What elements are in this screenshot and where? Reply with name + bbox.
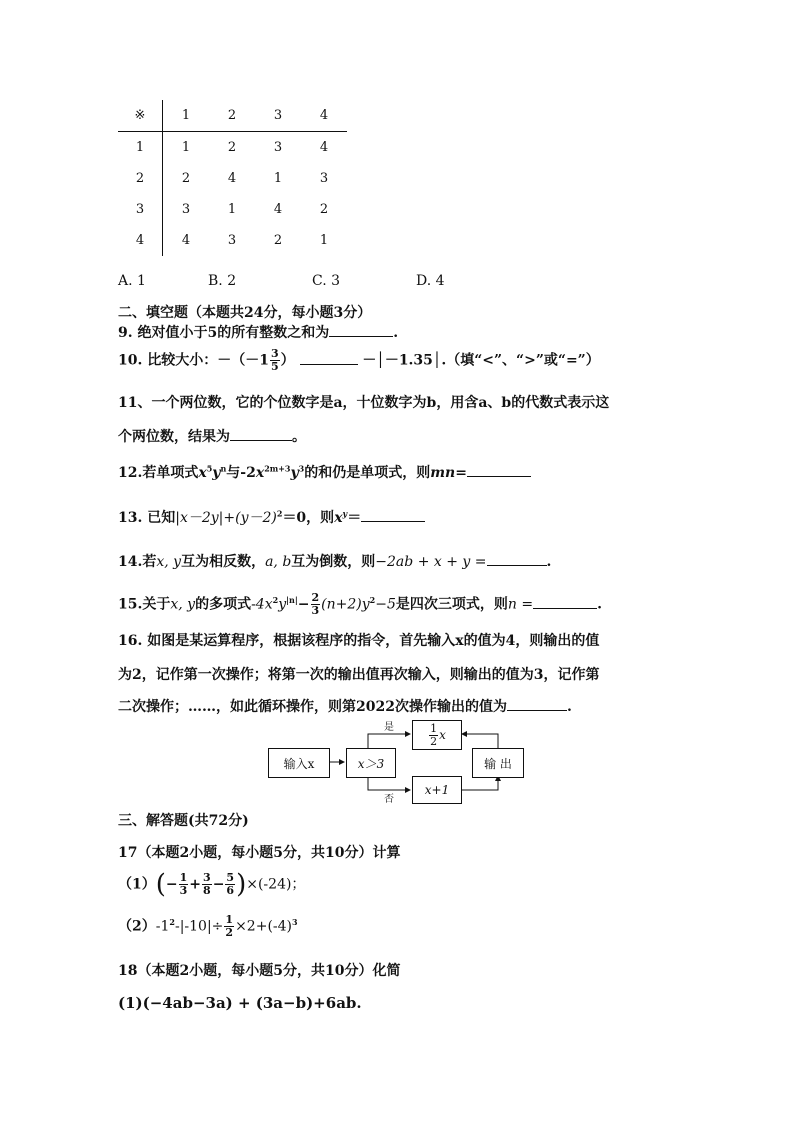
expression: |x－2y|+(y－2) bbox=[175, 510, 277, 526]
flow-no-label: 否 bbox=[384, 794, 394, 805]
question-18-title: 18（本题2小题，每小题5分，共10分）化简 bbox=[118, 963, 401, 979]
exponent: 2 bbox=[276, 508, 283, 519]
question-12-prefix: 12.若单项式 bbox=[118, 465, 199, 481]
variable: a, b bbox=[265, 554, 292, 570]
fraction-numerator: 1 bbox=[430, 721, 438, 735]
question-10 bbox=[118, 348, 600, 373]
term: -1 bbox=[155, 918, 170, 935]
table-cell: 3 bbox=[273, 140, 283, 155]
question-17-part-2 bbox=[118, 914, 298, 939]
table-cell: 3 bbox=[227, 233, 237, 248]
answer-blank bbox=[230, 428, 292, 441]
question-16-line-3: 二次操作；……，如此循环操作，则第2022次操作输出的值为 . bbox=[118, 699, 572, 715]
exponent: y bbox=[342, 508, 348, 519]
fraction-numerator: 3 bbox=[270, 347, 279, 360]
question-10-suffix: －│－1.35│.（填“<”、“>”或“=”） bbox=[362, 352, 600, 369]
variable: x bbox=[255, 465, 265, 481]
equals: ＝ bbox=[347, 510, 362, 526]
question-12-suffix: 的和仍是单项式，则 bbox=[304, 465, 431, 481]
fraction bbox=[179, 872, 189, 897]
part-label: （2） bbox=[118, 918, 156, 935]
fraction-numerator: 1 bbox=[179, 871, 188, 884]
table-cell: 2 bbox=[227, 140, 237, 155]
question-13 bbox=[118, 507, 425, 527]
table-row bbox=[118, 132, 347, 164]
fraction bbox=[270, 348, 280, 373]
expression-tail: ×(-24)； bbox=[246, 876, 306, 893]
question-17-part-1: （1）(− $\frac{1}{3}$ + $\frac{3}{8}$ − $\frac{5}{6}$ )×(-24)； bbox=[118, 869, 306, 900]
table-row bbox=[118, 225, 347, 256]
exponent: |n| bbox=[286, 594, 298, 605]
question-11-line-1: 11、一个两位数，它的个位数字是a，十位数字为b，用含a、b的代数式表示这 bbox=[118, 395, 610, 411]
question-17-title: 17（本题2小题，每小题5分，共10分）计算 bbox=[118, 845, 401, 861]
question-13-mid: ＝0，则 bbox=[282, 510, 335, 526]
table-row bbox=[118, 194, 347, 225]
table-row bbox=[118, 163, 347, 194]
question-18-part-1: (1)(−4ab−3a) + (3a−b)+6ab. bbox=[118, 994, 362, 1012]
question-15-text: 是四次三项式，则 bbox=[395, 596, 508, 613]
flow-plus-box: x+1 bbox=[412, 776, 462, 804]
table-cell: 1 bbox=[273, 171, 283, 186]
exponent: 2 bbox=[369, 594, 376, 605]
table-cell: 2 bbox=[118, 163, 163, 194]
flow-input-box: 输入x bbox=[268, 748, 330, 778]
table-cell: 1 bbox=[227, 202, 237, 217]
table-cell: 1 bbox=[181, 140, 191, 155]
term: -|-10|÷ bbox=[174, 918, 224, 935]
exponent: 2 bbox=[272, 594, 279, 605]
table-header-cell: 4 bbox=[301, 100, 347, 132]
equals: = bbox=[455, 465, 467, 481]
exponent: 2 bbox=[169, 916, 175, 927]
flow-condition-box: x＞3 bbox=[346, 748, 396, 778]
variable: y bbox=[212, 465, 221, 481]
answer-blank bbox=[300, 352, 358, 365]
variable: x, y bbox=[156, 554, 182, 570]
question-13-prefix: 13. 已知 bbox=[118, 510, 176, 526]
fraction bbox=[224, 914, 234, 939]
variable: x bbox=[439, 728, 446, 742]
section-title-solutions: 三、解答题(共72分) bbox=[118, 813, 249, 829]
minus: − bbox=[297, 596, 310, 613]
table-cell: 4 bbox=[118, 225, 163, 256]
question-12 bbox=[118, 462, 531, 482]
question-11-line-2: 个两位数，结果为 。 bbox=[118, 429, 306, 445]
table-cell: 2 bbox=[273, 233, 283, 248]
table-header-cell: 2 bbox=[209, 100, 255, 132]
exponent: 2m+3 bbox=[264, 463, 291, 474]
paren: ( bbox=[155, 869, 166, 900]
arrow-output-loop bbox=[462, 734, 498, 748]
variable: x bbox=[198, 465, 207, 481]
question-16-line-1: 16. 如图是某运算程序，根据该程序的指令，首先输入x的值为4，则输出的值 bbox=[118, 633, 600, 649]
paren: ) bbox=[236, 869, 247, 900]
option-d: D. 4 bbox=[416, 273, 445, 289]
arrow-plus-to-output bbox=[460, 776, 498, 790]
arrow-no-branch bbox=[368, 776, 410, 790]
question-14-text: 互为相反数， bbox=[181, 554, 266, 570]
operation-flowchart bbox=[268, 720, 528, 805]
fraction-denominator: 5 bbox=[270, 360, 279, 373]
period: . bbox=[546, 554, 552, 570]
arrow-yes-branch bbox=[368, 734, 410, 748]
answer-blank bbox=[487, 553, 547, 566]
term: ×2+(-4) bbox=[235, 918, 293, 935]
table-cell: 3 bbox=[181, 202, 191, 217]
question-14 bbox=[118, 551, 551, 571]
fraction-denominator: 2 bbox=[225, 926, 234, 939]
table-header-cell: 1 bbox=[163, 100, 210, 132]
table-cell: 4 bbox=[319, 140, 329, 155]
flow-yes-label: 是 bbox=[384, 722, 394, 733]
answer-blank bbox=[507, 698, 567, 711]
term: (n+2)y bbox=[321, 596, 370, 613]
exponent: 3 bbox=[298, 463, 305, 474]
table-header-cell: ※ bbox=[118, 100, 163, 132]
variable: mn bbox=[430, 465, 456, 481]
question-14-text: 互为倒数，则 bbox=[291, 554, 376, 570]
fraction-numerator: 1 bbox=[225, 913, 234, 926]
variable: x bbox=[334, 510, 343, 526]
fraction-numerator: 2 bbox=[311, 591, 320, 604]
question-16-text: 二次操作；……，如此循环操作，则第2022次操作输出的值为 bbox=[118, 699, 507, 715]
table-cell: 3 bbox=[118, 194, 163, 225]
exponent: 5 bbox=[206, 463, 213, 474]
table-cell: 1 bbox=[118, 132, 163, 164]
fraction-denominator: 3 bbox=[311, 604, 320, 617]
table-cell: 3 bbox=[319, 171, 329, 186]
table-cell: 4 bbox=[181, 233, 191, 248]
answer-blank bbox=[533, 596, 597, 609]
fraction-denominator: 6 bbox=[226, 884, 235, 897]
exponent: n bbox=[220, 463, 227, 474]
period: . bbox=[597, 596, 602, 613]
answer-blank bbox=[329, 324, 393, 337]
expression: −2ab + x + y = bbox=[375, 554, 487, 570]
question-15 bbox=[118, 592, 602, 617]
question-15-prefix: 15.关于 bbox=[118, 596, 171, 613]
question-11-text: 个两位数，结果为 bbox=[118, 429, 230, 445]
variable: y bbox=[290, 465, 299, 481]
question-9: 9. 绝对值小于5的所有整数之和为 . bbox=[118, 325, 399, 341]
question-14-prefix: 14.若 bbox=[118, 554, 157, 570]
table-cell: 1 bbox=[319, 233, 329, 248]
fraction-numerator: 3 bbox=[203, 871, 211, 884]
exponent: 3 bbox=[292, 916, 298, 927]
table-cell: 2 bbox=[181, 171, 191, 186]
operation-table bbox=[118, 100, 347, 256]
fraction bbox=[225, 872, 235, 897]
part-label: （1） bbox=[118, 876, 156, 893]
variable: y bbox=[278, 596, 287, 613]
variable: n = bbox=[507, 596, 534, 613]
table-cell: 2 bbox=[319, 202, 329, 217]
question-16-line-2: 为2，记作第一次操作；将第一次的输出值再次输入，则输出的值为3，记作第 bbox=[118, 667, 600, 683]
fraction-denominator: 2 bbox=[430, 734, 438, 748]
fraction bbox=[429, 723, 438, 748]
table-cell: 4 bbox=[227, 171, 237, 186]
fraction-denominator: 3 bbox=[179, 884, 188, 897]
fraction bbox=[202, 872, 212, 897]
fraction-denominator: 8 bbox=[203, 884, 211, 897]
answer-blank bbox=[467, 464, 531, 477]
term: -4x bbox=[251, 596, 273, 613]
option-c: C. 3 bbox=[312, 273, 341, 289]
table-header-cell: 3 bbox=[255, 100, 301, 132]
flow-output-box: 输 出 bbox=[472, 748, 524, 778]
term: −5 bbox=[375, 596, 396, 613]
fraction bbox=[311, 592, 321, 617]
flow-half-box bbox=[412, 720, 462, 750]
variable: x, y bbox=[170, 596, 196, 613]
question-9-text: 9. 绝对值小于5的所有整数之和为 bbox=[118, 325, 330, 341]
question-10-middle: ） bbox=[280, 352, 295, 369]
option-b: B. 2 bbox=[208, 273, 237, 289]
question-15-text: 的多项式 bbox=[195, 596, 252, 613]
question-10-prefix: 10. 比较大小：－（－1 bbox=[118, 352, 269, 369]
fraction-numerator: 5 bbox=[226, 871, 235, 884]
table-cell: 4 bbox=[273, 202, 283, 217]
question-12-mid: 与-2 bbox=[226, 465, 256, 481]
section-title-fill-blank: 二、填空题（本题共24分，每小题3分） bbox=[118, 305, 372, 321]
option-a: A. 1 bbox=[118, 273, 146, 289]
answer-blank bbox=[361, 509, 425, 522]
table-header-row bbox=[118, 100, 347, 132]
